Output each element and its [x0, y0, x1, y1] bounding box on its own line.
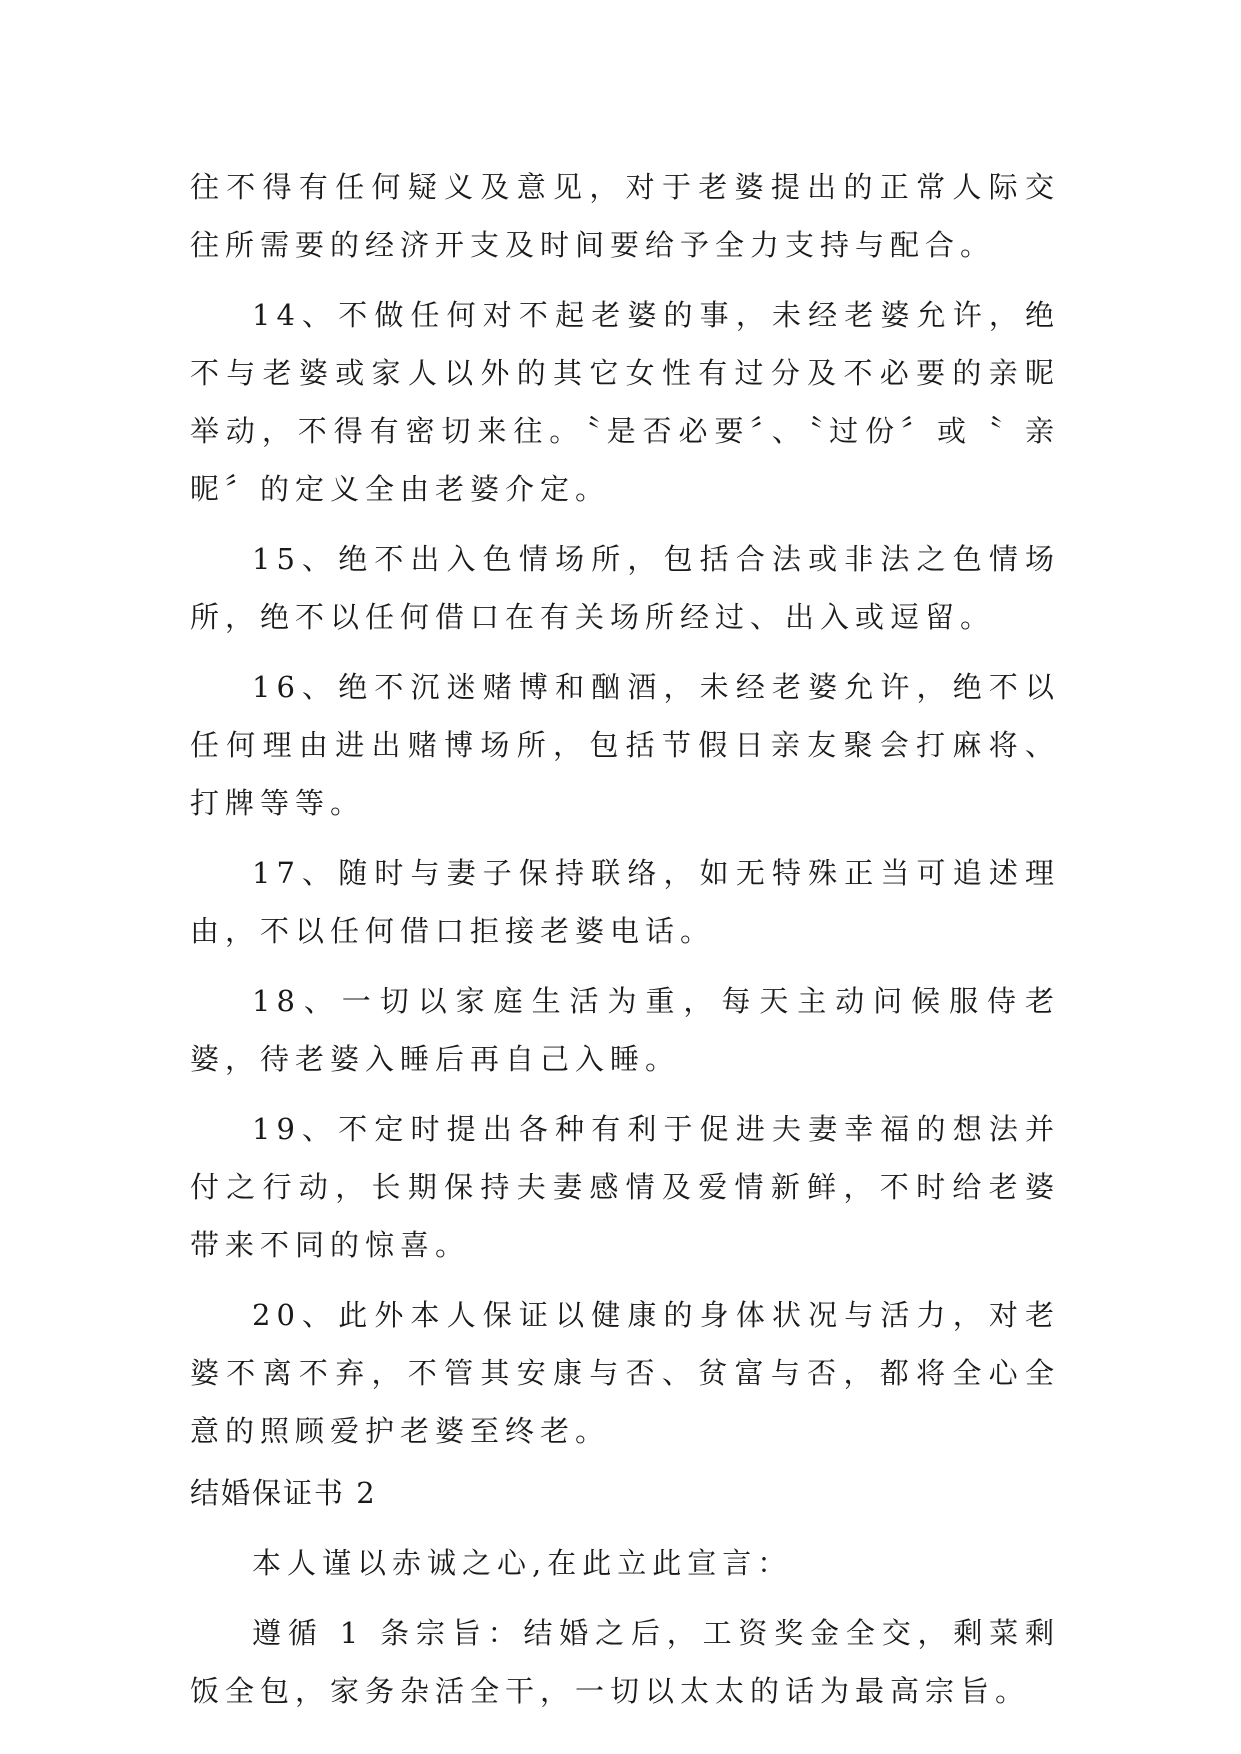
section-heading: 结婚保证书 2	[190, 1476, 377, 1510]
paragraph-intro: 本人谨以赤诚之心,在此立此宣言：	[252, 1546, 793, 1580]
document-page	[190, 158, 1060, 1720]
paragraph-item-18: 18、一切以家庭生活为重，每天主动问候服侍老婆，待老婆入睡后再自己入睡。	[190, 984, 1060, 1076]
paragraph-item-15: 15、绝不出入色情场所，包括合法或非法之色情场所，绝不以任何借口在有关场所经过、出入或逗留。	[190, 542, 1060, 634]
paragraph-item-14: 14、不做任何对不起老婆的事，未经老婆允许，绝不与老婆或家人以外的其它女性有过分及不必要的亲昵举动，不得有密切来往。〝是否必要〞、〝过份〞或〝 亲昵〞的定义全由老婆介定。	[190, 298, 1060, 506]
paragraph-item-19: 19、不定时提出各种有利于促进夫妻幸福的想法并付之行动，长期保持夫妻感情及爱情新鲜，不时给老婆带来不同的惊喜。	[190, 1112, 1060, 1262]
paragraph-principle: 遵循 1 条宗旨：结婚之后，工资奖金全交，剩菜剩饭全包，家务杂活全干，一切以太太的话为最高宗旨。	[190, 1616, 1060, 1708]
paragraph-item-17: 17、随时与妻子保持联络，如无特殊正当可追述理由，不以任何借口拒接老婆电话。	[190, 856, 1060, 948]
paragraph-continuation: 往不得有任何疑义及意见，对于老婆提出的正常人际交往所需要的经济开支及时间要给予全力支持与配合。	[190, 170, 1060, 262]
paragraph-item-16: 16、绝不沉迷赌博和酗酒，未经老婆允许，绝不以任何理由进出赌博场所，包括节假日亲友聚会打麻将、打牌等等。	[190, 670, 1060, 820]
paragraph-item-20: 20、此外本人保证以健康的身体状况与活力，对老婆不离不弃，不管其安康与否、贫富与否，都将全心全意的照顾爱护老婆至终老。	[190, 1298, 1060, 1448]
